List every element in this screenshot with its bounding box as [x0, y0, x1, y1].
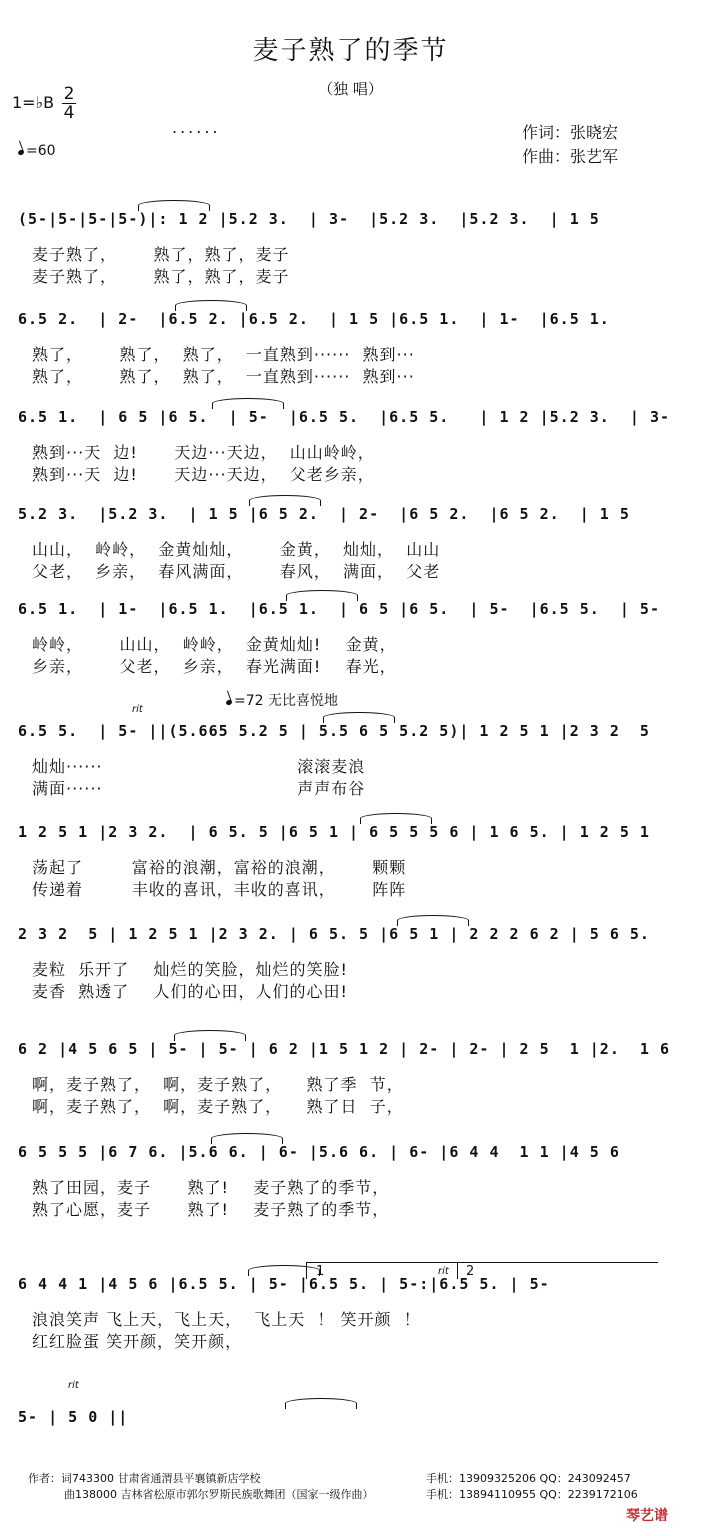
- slur-mark: [175, 300, 247, 311]
- time-signature: [62, 85, 76, 122]
- lyric-verse-1: 啊，麦子熟了， 啊，麦子熟了， 熟了季 节，: [32, 1075, 404, 1094]
- lyric-verse-1: 熟了田园，麦子 熟了! 麦子熟了的季节，: [32, 1178, 390, 1197]
- lyric-verse-2: 麦子熟了， 熟了，熟了，麦子: [32, 267, 290, 286]
- lyric-verse-1: 岭岭， 山山， 岭岭， 金黄灿灿! 金黄，: [32, 635, 397, 654]
- slur-mark: [138, 200, 210, 211]
- slur-mark: [397, 915, 469, 926]
- tempo-marking: [18, 143, 56, 159]
- notation-line: 1 2 5 1 |2 3 2. | 6 5. 5 |6 5 1 | 6 5 5 5 6 | 1 6 5. | 1 2 5 1: [18, 823, 650, 841]
- lyric-verse-2: 熟到···天 边! 天边···天边， 父老乡亲，: [32, 465, 375, 484]
- notation-line: 5.2 3. |5.2 3. | 1 5 |6 5 2. | 2- |6 5 2. |6 5 2. | 1 5: [18, 505, 630, 523]
- footer-phone-1: 手机：13909325206 QQ：243092457: [426, 1472, 631, 1485]
- rit-mark-1: rit: [132, 704, 143, 715]
- lyric-verse-1: 山山， 岭岭， 金黄灿灿， 金黄， 灿灿， 山山: [32, 540, 441, 559]
- slur-mark: [323, 712, 395, 723]
- lyric-verse-2: 满面······ 声声布谷: [32, 779, 366, 798]
- tempo-value: =60: [26, 143, 56, 159]
- footer-author-line1: 作者：词743300 甘肃省通渭县平襄镇新店学校: [28, 1472, 261, 1485]
- notation-line: 6.5 2. | 2- |6.5 2. |6.5 2. | 1 5 |6.5 1. | 1- |6.5 1.: [18, 310, 610, 328]
- quarter-note-icon: [225, 699, 232, 706]
- quarter-note-icon: [17, 149, 24, 156]
- notation-line: 6 4 4 1 |4 5 6 |6.5 5. | 5- |6.5 5. | 5-:|6.5 5. | 5-: [18, 1275, 550, 1293]
- slur-mark: [212, 398, 284, 409]
- lyric-verse-2: 熟了， 熟了， 熟了， 一直熟到······ 熟到···: [32, 367, 415, 386]
- notation-line: 6 2 |4 5 6 5 | 5- | 5- | 6 2 |1 5 1 2 | 2- | 2- | 2 5 1 |2. 1 6: [18, 1040, 670, 1058]
- lyricist-credit: 作词：张晓宏: [522, 123, 619, 142]
- slur-mark: [360, 813, 432, 824]
- lyric-verse-2: 麦香 熟透了 人们的心田，人们的心田!: [32, 982, 348, 1001]
- notation-line: 5- | 5 0 ||: [18, 1408, 129, 1426]
- lyric-verse-2: 乡亲， 父老， 乡亲， 春光满面! 春光，: [32, 657, 397, 676]
- key-signature: 1=♭B: [12, 93, 55, 112]
- notation-line: 6.5 5. | 5- ||(5.665 5.2 5 | 5.5 6 5 5.2 5)| 1 2 5 1 |2 3 2 5: [18, 722, 650, 740]
- lyric-verse-1: 灿灿······ 滚滚麦浪: [32, 757, 366, 776]
- site-logo[interactable]: 琴艺谱: [626, 1508, 668, 1524]
- tempo-marking-2: [226, 690, 338, 710]
- volta-bracket-1: [306, 1262, 457, 1279]
- song-subtitle: （独 唱）: [318, 80, 383, 98]
- notation-line: 6.5 1. | 1- |6.5 1. |6.5 1. | 6 5 |6 5. | 5- |6.5 5. | 5-: [18, 600, 660, 618]
- lyric-verse-1: 荡起了 富裕的浪潮，富裕的浪潮， 颗颗: [32, 858, 407, 877]
- lyric-verse-1: 熟到···天 边! 天边···天边， 山山岭岭，: [32, 443, 375, 462]
- rit-mark-3: rit: [68, 1380, 79, 1391]
- slur-mark: [285, 1398, 357, 1409]
- lyric-verse-1: 麦粒 乐开了 灿烂的笑脸，灿烂的笑脸!: [32, 960, 348, 979]
- notation-line: 6 5 5 5 |6 7 6. |5.6 6. | 6- |5.6 6. | 6- |6 4 4 1 1 |4 5 6: [18, 1143, 620, 1161]
- lyric-verse-1: 浪浪笑声 飞上天，飞上天， 飞上天 ！ 笑开颜 ！: [32, 1310, 421, 1329]
- notation-line: (5-|5-|5-|5-)|: 1 2 |5.2 3. | 3- |5.2 3. |5.2 3. | 1 5: [18, 210, 600, 228]
- lyric-verse-2: 红红脸蛋 笑开颜，笑开颜，: [32, 1332, 243, 1351]
- volta-2-label: 2: [466, 1264, 475, 1279]
- composer-credit: 作曲：张艺军: [522, 147, 619, 166]
- slur-mark: [249, 495, 321, 506]
- tempo-value-2: =72 无比喜悦地: [234, 693, 338, 709]
- time-bottom: 4: [63, 103, 75, 123]
- slur-mark: [286, 590, 358, 601]
- slur-mark: [211, 1133, 283, 1144]
- lyric-verse-1: 麦子熟了， 熟了，熟了，麦子: [32, 245, 290, 264]
- notation-line: 6.5 1. | 6 5 |6 5. | 5- |6.5 5. |6.5 5. | 1 2 |5.2 3. | 3-: [18, 408, 670, 426]
- rit-mark-2: rit: [438, 1266, 449, 1277]
- notation-line: 2 3 2 5 | 1 2 5 1 |2 3 2. | 6 5. 5 |6 5 1 | 2 2 2 6 2 | 5 6 5.: [18, 925, 650, 943]
- intro-dots: ......: [172, 118, 221, 137]
- lyric-verse-2: 传递着 丰收的喜讯，丰收的喜讯， 阵阵: [32, 880, 407, 899]
- lyric-verse-2: 熟了心愿，麦子 熟了! 麦子熟了的季节，: [32, 1200, 390, 1219]
- footer-author-line2: 曲138000 吉林省松原市郭尔罗斯民族歌舞团（国家一级作曲）: [64, 1488, 374, 1501]
- lyric-verse-1: 熟了， 熟了， 熟了， 一直熟到······ 熟到···: [32, 345, 415, 364]
- song-title: 麦子熟了的季节: [252, 36, 449, 66]
- slur-mark: [174, 1030, 246, 1041]
- lyric-verse-2: 父老， 乡亲， 春风满面， 春风， 满面， 父老: [32, 562, 441, 581]
- time-top: 2: [63, 84, 75, 104]
- footer-phone-2: 手机：13894110955 QQ：2239172106: [426, 1488, 638, 1501]
- lyric-verse-2: 啊，麦子熟了， 啊，麦子熟了， 熟了日 子，: [32, 1097, 404, 1116]
- volta-1-label: 1: [316, 1264, 325, 1279]
- volta-bracket-2: [457, 1262, 658, 1279]
